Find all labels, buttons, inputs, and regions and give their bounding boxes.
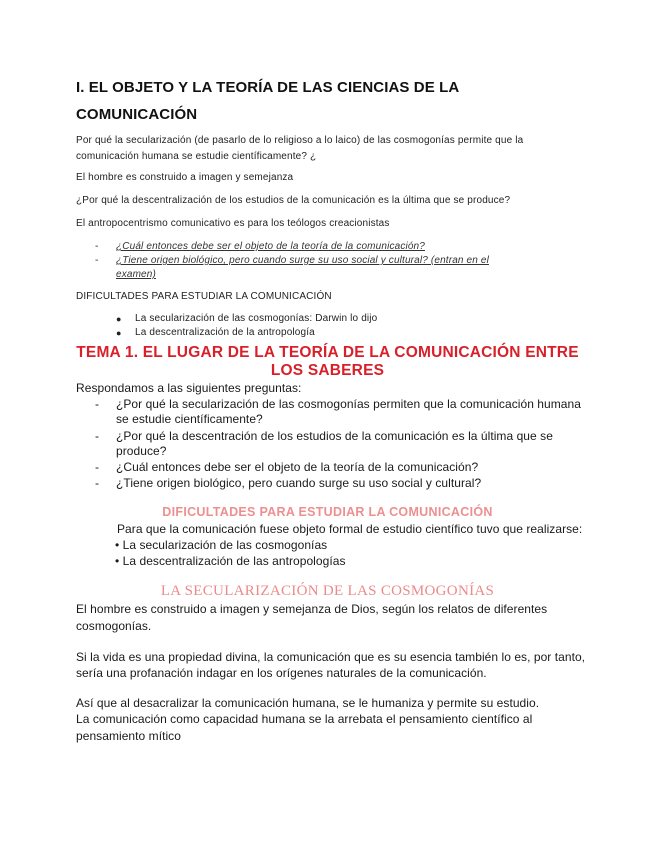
pregunta-2-line1: ¿Por qué la descentración de los estudios de la comunicación es la última que se <box>116 429 553 443</box>
pregunta-3: ¿Cuál entonces debe ser el objeto de la teoría de la comunicación? <box>116 460 479 474</box>
note-bullet-1: La secularización de las cosmogonías: Darwin lo dijo <box>135 313 378 324</box>
secularizacion-p3-line1: Así que al desacralizar la comunicación humana, se le humaniza y permite su estudio. <box>76 696 540 710</box>
note-question-1-line2: comunicación humana se estudie científicamente? ¿ <box>76 151 317 162</box>
linked-question-1[interactable]: ¿Cuál entonces debe ser el objeto de la teoría de la comunicación? <box>116 241 425 252</box>
secularizacion-p2-line2: sería una profanación indagar en los orígenes naturales de la comunicación. <box>76 666 487 680</box>
linked-question-2-line1[interactable]: ¿Tiene origen biológico, pero cuando surge su uso social y cultural? (entran en el <box>116 255 489 266</box>
pregunta-1-line2: se estudie científicamente? <box>116 412 263 426</box>
section-heading-line1: I. EL OBJETO Y LA TEORÍA DE LAS CIENCIAS DE LA <box>76 79 460 96</box>
list-dash: - <box>95 429 100 443</box>
preguntas-intro: Respondamos a las siguientes preguntas: <box>76 381 302 395</box>
pregunta-1-line1: ¿Por qué la secularización de las cosmogonías permiten que la comunicación humana <box>116 397 581 411</box>
tema-heading-line2: LOS SABERES <box>270 362 385 379</box>
note-question-1-line1: Por qué la secularización (de pasarlo de lo religioso a lo laico) de las cosmogonías permite que la <box>76 135 524 146</box>
section-heading-line2: COMUNICACIÓN <box>76 106 198 123</box>
secularizacion-p2-line1: Si la vida es una propiedad divina, la comunicación que es su esencia también lo es, por tanto, <box>76 650 586 664</box>
secularizacion-p3-line3: pensamiento mítico <box>76 729 181 743</box>
dificultades-heading: DIFICULTADES PARA ESTUDIAR LA COMUNICACIÓN <box>162 505 493 519</box>
note-hombre: El hombre es construido a imagen y semejanza <box>76 172 294 183</box>
dificultades-intro: Para que la comunicación fuese objeto formal de estudio científico tuvo que realizarse: <box>117 522 583 536</box>
note-question-2: ¿Por qué la descentralización de los estudios de la comunicación es la última que se produce? <box>76 195 511 206</box>
pregunta-2-line2: produce? <box>116 444 167 458</box>
list-dash: - <box>95 241 99 252</box>
note-bullet-2: La descentralización de la antropología <box>135 327 315 338</box>
secularizacion-p3-line2: La comunicación como capacidad humana se la arrebata el pensamiento científico al <box>76 712 533 726</box>
list-dash: - <box>95 255 99 266</box>
list-dash: - <box>95 476 100 490</box>
secularizacion-heading: LA SECULARIZACIÓN DE LAS COSMOGONÍAS <box>160 583 495 599</box>
secularizacion-p1-line1: El hombre es construido a imagen y semejanza de Dios, según los relatos de diferentes <box>76 602 548 616</box>
note-antropocentrismo: El antropocentrismo comunicativo es para los teólogos creacionistas <box>76 218 390 229</box>
tema-heading-line1: TEMA 1. EL LUGAR DE LA TEORÍA DE LA COMUNICACIÓN ENTRE <box>76 344 579 361</box>
list-dash: - <box>95 460 100 474</box>
secularizacion-p1-line2: cosmogonías. <box>76 619 152 633</box>
bullet-mark: ● <box>116 328 122 338</box>
dificultades-item-2: • La descentralización de las antropologías <box>115 554 346 568</box>
dificultades-item-1: • La secularización de las cosmogonías <box>115 538 328 552</box>
list-dash: - <box>95 397 100 411</box>
bullet-mark: ● <box>116 314 122 324</box>
linked-question-2-line2[interactable]: examen) <box>116 269 156 280</box>
note-dificultades-title: DIFICULTADES PARA ESTUDIAR LA COMUNICACIÓN <box>76 291 332 302</box>
pregunta-4: ¿Tiene origen biológico, pero cuando surge su uso social y cultural? <box>116 476 482 490</box>
